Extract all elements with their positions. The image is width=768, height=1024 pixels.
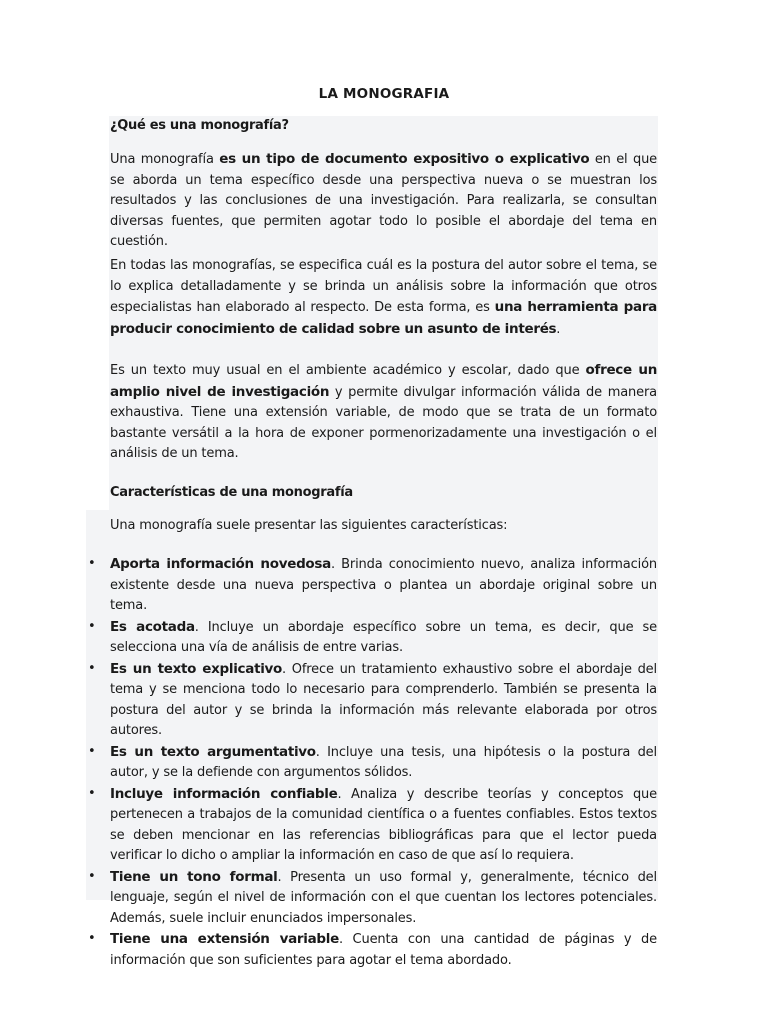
bullet-icon: • xyxy=(88,660,96,676)
paragraph-wrapper xyxy=(110,516,657,554)
paragraph-bold-text: ofrece un amplio nivel de investigación xyxy=(110,362,658,400)
list-item-title: Aporta información novedosa xyxy=(110,556,331,572)
section-heading-wrapper xyxy=(110,117,657,149)
list-item-text: . Cuenta con una cantidad de páginas y de información que son suficientes para agotar el tema abordado. xyxy=(110,932,657,968)
list-item-text: . Brinda conocimiento nuevo, analiza información existente desde una nueva perspectiva o plantea un abordaje original sobre un tema. xyxy=(110,557,657,613)
paragraph-text: en el que se aborda un tema específico desde una perspectiva nueva o se muestran los resultados y las conclusiones de una investigación. Para realizarla, se consultan diversas fuentes, que permiten agotar todo lo posible el abordaje del tema en cuestión. xyxy=(110,152,658,249)
bullet-icon: • xyxy=(88,618,96,634)
list-item-text: . Ofrece un tratamiento exhaustivo sobre el abordaje del tema y se menciona todo lo necesario para comprenderlo. También se presenta la postura del autor y se brinda la información más relevante elaborada por otros autores. xyxy=(110,661,657,738)
list-item-title: Es un texto explicativo xyxy=(110,660,283,677)
list-item-title: Tiene un tono formal xyxy=(110,868,278,885)
list-item xyxy=(88,617,657,659)
paragraph-text: . xyxy=(556,321,561,337)
bullet-icon: • xyxy=(88,556,96,571)
list-item xyxy=(88,554,657,617)
list-item-text: . Incluye un abordaje específico sobre un tema, es decir, que se selecciona una vía de análisis de entre varias. xyxy=(110,619,657,655)
paragraph-text: En todas las monografías, se especifica cuál es la postura del autor sobre el tema, se lo explica detalladamente y se brinda un análisis sobre la información que otros especialistas han elaborado al respecto. De esta forma, es xyxy=(110,258,657,315)
list-item-title: Es acotada xyxy=(110,618,195,635)
bullet-icon: • xyxy=(88,931,96,946)
page-title: LA MONOGRAFIA xyxy=(318,86,450,102)
section-heading-characteristics: Características de una monografía xyxy=(110,485,353,500)
list-item-title: Incluye información confiable xyxy=(110,785,338,802)
paragraph-definition xyxy=(110,149,657,253)
section-heading-what-is: ¿Qué es una monografía? xyxy=(110,118,289,133)
list-item xyxy=(88,867,657,930)
bullet-icon: • xyxy=(88,785,96,801)
paragraph-usage xyxy=(110,360,657,465)
list-item xyxy=(88,742,657,784)
list-item xyxy=(88,929,657,971)
paragraph-text: Es un texto muy usual en el ambiente académico y escolar, dado que xyxy=(110,363,586,378)
paragraph-text: y permite divulgar información válida de manera exhaustiva. Tiene una extensión variable, de modo que se trata de un formato bastante versátil a la hora de exponer pormenorizadamente una investigación o el análisis de un tema. xyxy=(110,384,657,461)
paragraph-characteristics-intro: Una monografía suele presentar las siguientes características: xyxy=(110,518,508,533)
paragraph-bold-text: una herramienta para producir conocimiento de calidad sobre un asunto de interés xyxy=(110,299,657,337)
paragraph-wrapper xyxy=(110,149,657,256)
list-item-title: Tiene una extensión variable xyxy=(110,931,339,947)
characteristics-list xyxy=(88,554,657,971)
paragraph-wrapper xyxy=(110,360,657,484)
paragraph-wrapper xyxy=(110,256,657,360)
list-item-text: . Analiza y describe teorías y conceptos que pertenecen a trabajos de la comunidad científica o a fuentes confiables. Estos textos se deben mencionar en las referencias bibliográficas para que el lector pueda verificar lo dicho o ampliar la información en caso de que así lo requiera. xyxy=(110,786,657,863)
paragraph-text: Una monografía xyxy=(110,152,220,167)
bullet-icon: • xyxy=(88,868,96,884)
paragraph-author-posture xyxy=(110,256,657,340)
list-item-text: . Incluye una tesis, una hipótesis o la postura del autor, y se la defiende con argumentos sólidos. xyxy=(110,744,657,780)
list-item-title: Es un texto argumentativo xyxy=(110,743,316,760)
list-item xyxy=(88,659,657,742)
list-item-text: . Presenta un uso formal y, generalmente, técnico del lenguaje, según el nivel de información con el que cuentan los lectores potenciales. Además, suele incluir enunciados impersonales. xyxy=(110,869,657,926)
list-item xyxy=(88,784,657,867)
paragraph-bold-text: es un tipo de documento expositivo o explicativo xyxy=(219,151,590,167)
section-heading-wrapper xyxy=(110,484,657,516)
bullet-icon: • xyxy=(88,743,96,759)
document-body xyxy=(88,117,658,971)
